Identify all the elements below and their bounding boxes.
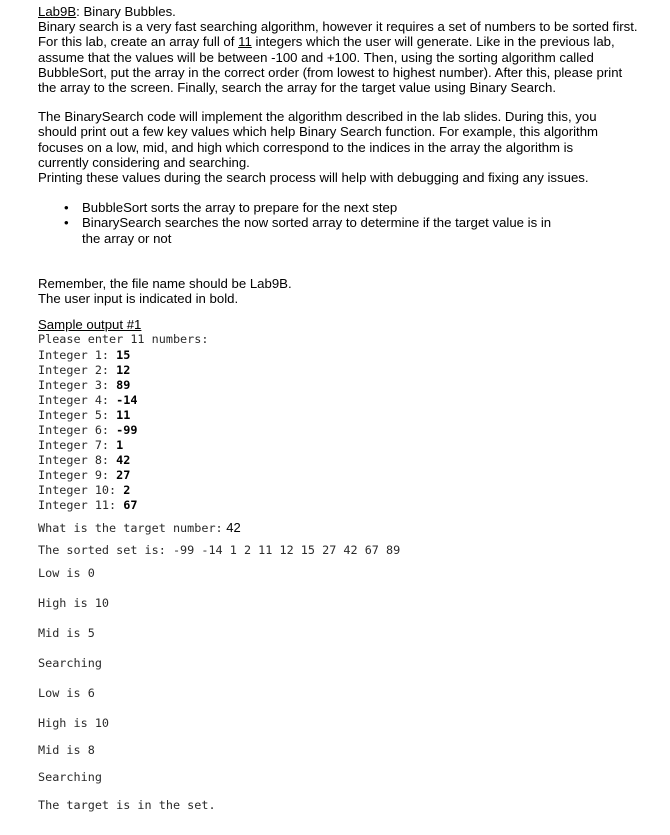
trace-line: Searching: [38, 770, 102, 785]
list-item: • BinarySearch searches the now sorted array to determine if the target value is in the array or not: [38, 215, 663, 245]
trace-line: Low is 6: [38, 686, 95, 701]
lab-document: [38, 4, 663, 813]
console-line: Integer 9: 27: [38, 468, 131, 483]
console-line: Integer 3: 89: [38, 377, 131, 392]
trace-line: Searching: [38, 656, 102, 671]
target-line: What is the target number: 42: [38, 519, 241, 535]
console-line: Integer 4: -14: [38, 392, 138, 407]
console-line: Integer 6: -99: [38, 423, 138, 438]
intro-paragraph: Binary search is a very fast searching algorithm, however it requires a set of numbers to be sorted first. For this lab, create an array full of 11 integers which the user will generate. Like in the previous lab, assume that the values will be between -100 and +100. Then, using the sorting algorithm called BubbleSort, put the array in the correct order (from lowest to highest number). After this, please print the array to the screen. Finally, search the array for the target value using Binary Search.: [38, 19, 638, 96]
trace-line: Mid is 8: [38, 743, 95, 758]
console-line: Integer 7: 1: [38, 438, 124, 453]
console-line: Integer 5: 11: [38, 407, 131, 422]
trace-line: High is 10: [38, 595, 110, 610]
console-prompt: Please enter 11 numbers:: [38, 332, 209, 347]
result-line: The target is in the set.: [38, 797, 216, 812]
lab-title-link: Lab9B: [38, 4, 77, 19]
trace-line: Mid is 5: [38, 625, 95, 640]
console-line: Integer 1: 15: [38, 347, 131, 362]
array-size: 11: [238, 34, 252, 50]
console-line: Integer 8: 42: [38, 453, 131, 468]
console-line: Integer 11: 67: [38, 498, 138, 513]
console-line: Integer 10: 2: [38, 483, 131, 498]
trace-line: Low is 0: [38, 565, 95, 580]
binary-search-paragraph: The BinarySearch code will implement the algorithm described in the lab slides. During this, you should print out a few key values which help Binary Search function. For example, this algorithm focuses on a low, mid, and high which correspond to the indices in the array the algorithm is currently considering and searching. Printing these values during the search process will help with debugging and fixing any issues.: [38, 109, 599, 186]
trace-line: High is 10: [38, 716, 110, 731]
lab-title: Lab9B: Binary Bubbles.: [38, 4, 176, 19]
sample-output: [38, 332, 663, 812]
bullet-list: [38, 200, 663, 246]
sorted-line: The sorted set is: -99 -14 1 2 11 12 15 27 42 67 89: [38, 542, 401, 557]
reminder-note: Remember, the file name should be Lab9B. The user input is indicated in bold.: [38, 275, 292, 307]
sample-output-heading: Sample output #1: [38, 317, 142, 333]
console-line: Integer 2: 12: [38, 362, 131, 377]
list-item: • BubbleSort sorts the array to prepare for the next step: [38, 200, 663, 215]
